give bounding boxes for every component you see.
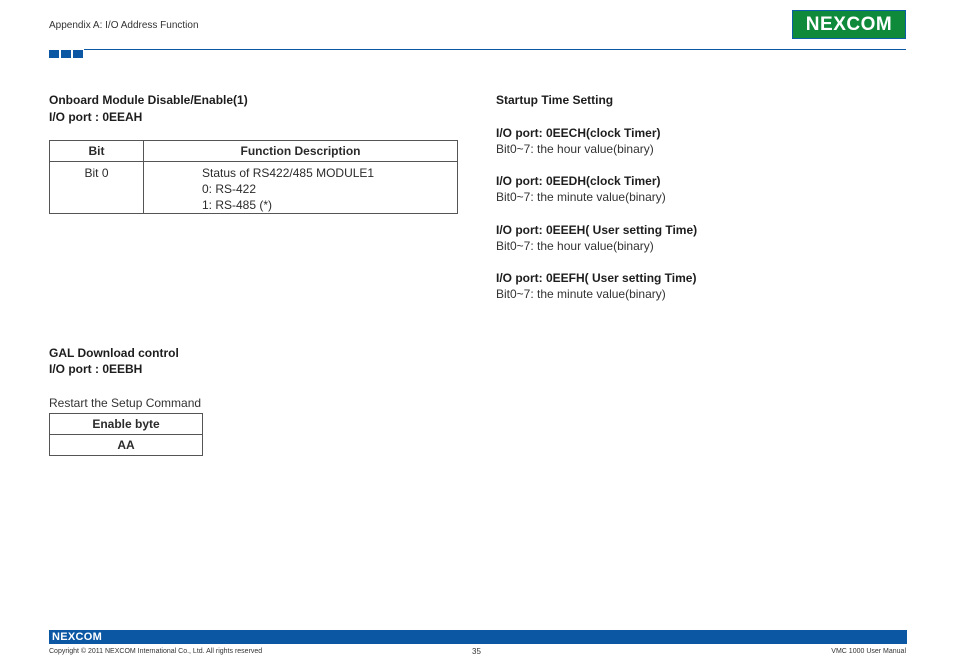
header-enable-byte: Enable byte xyxy=(50,414,203,435)
section-title: Appendix A: I/O Address Function xyxy=(49,20,199,31)
desc-line: 1: RS-485 (*) xyxy=(202,198,273,212)
port-label: I/O port: 0EECH(clock Timer) xyxy=(496,126,661,140)
port-desc: Bit0~7: the hour value(binary) xyxy=(496,142,654,156)
module-title: Onboard Module Disable/Enable(1) xyxy=(49,93,248,107)
header-function: Function Description xyxy=(144,141,458,162)
footer-copyright: Copyright © 2011 NEXCOM International Co., Ltd. All rights reserved xyxy=(49,648,263,655)
footer-bar xyxy=(49,630,907,644)
header-bit: Bit xyxy=(50,141,144,162)
port-desc: Bit0~7: the minute value(binary) xyxy=(496,287,666,301)
cell-value: AA xyxy=(50,435,203,456)
gal-table xyxy=(49,413,203,456)
nexcom-logo xyxy=(792,10,906,39)
table-row xyxy=(50,162,458,214)
table-row xyxy=(50,435,203,456)
port-label: I/O port: 0EEFH( User setting Time) xyxy=(496,271,697,285)
port-label: I/O port: 0EEDH(clock Timer) xyxy=(496,174,661,188)
logo-text: NEXCOM xyxy=(805,13,893,35)
cell-description xyxy=(144,162,458,214)
gal-description: Restart the Setup Command xyxy=(49,396,202,410)
header-square-2 xyxy=(61,50,71,58)
desc-line: Status of RS422/485 MODULE1 xyxy=(202,166,375,180)
manual-name: VMC 1000 User Manual xyxy=(831,648,906,655)
port-desc: Bit0~7: the minute value(binary) xyxy=(496,190,666,204)
header-square-1 xyxy=(49,50,59,58)
table-header-row xyxy=(50,141,458,162)
desc-line: 0: RS-422 xyxy=(202,182,257,196)
page-number: 35 xyxy=(472,647,481,656)
header-rule xyxy=(84,49,906,50)
port-label: I/O port: 0EEEH( User setting Time) xyxy=(496,223,698,237)
header-square-3 xyxy=(73,50,83,58)
gal-title: GAL Download control xyxy=(49,346,179,360)
module-table xyxy=(49,140,458,214)
startup-title: Startup Time Setting xyxy=(496,93,614,107)
port-desc: Bit0~7: the hour value(binary) xyxy=(496,239,654,253)
cell-bit: Bit 0 xyxy=(50,162,144,214)
gal-port: I/O port : 0EEBH xyxy=(49,362,143,376)
table-header-row xyxy=(50,414,203,435)
footer-logo: NEXCOM xyxy=(52,631,103,643)
module-port: I/O port : 0EEAH xyxy=(49,110,143,124)
